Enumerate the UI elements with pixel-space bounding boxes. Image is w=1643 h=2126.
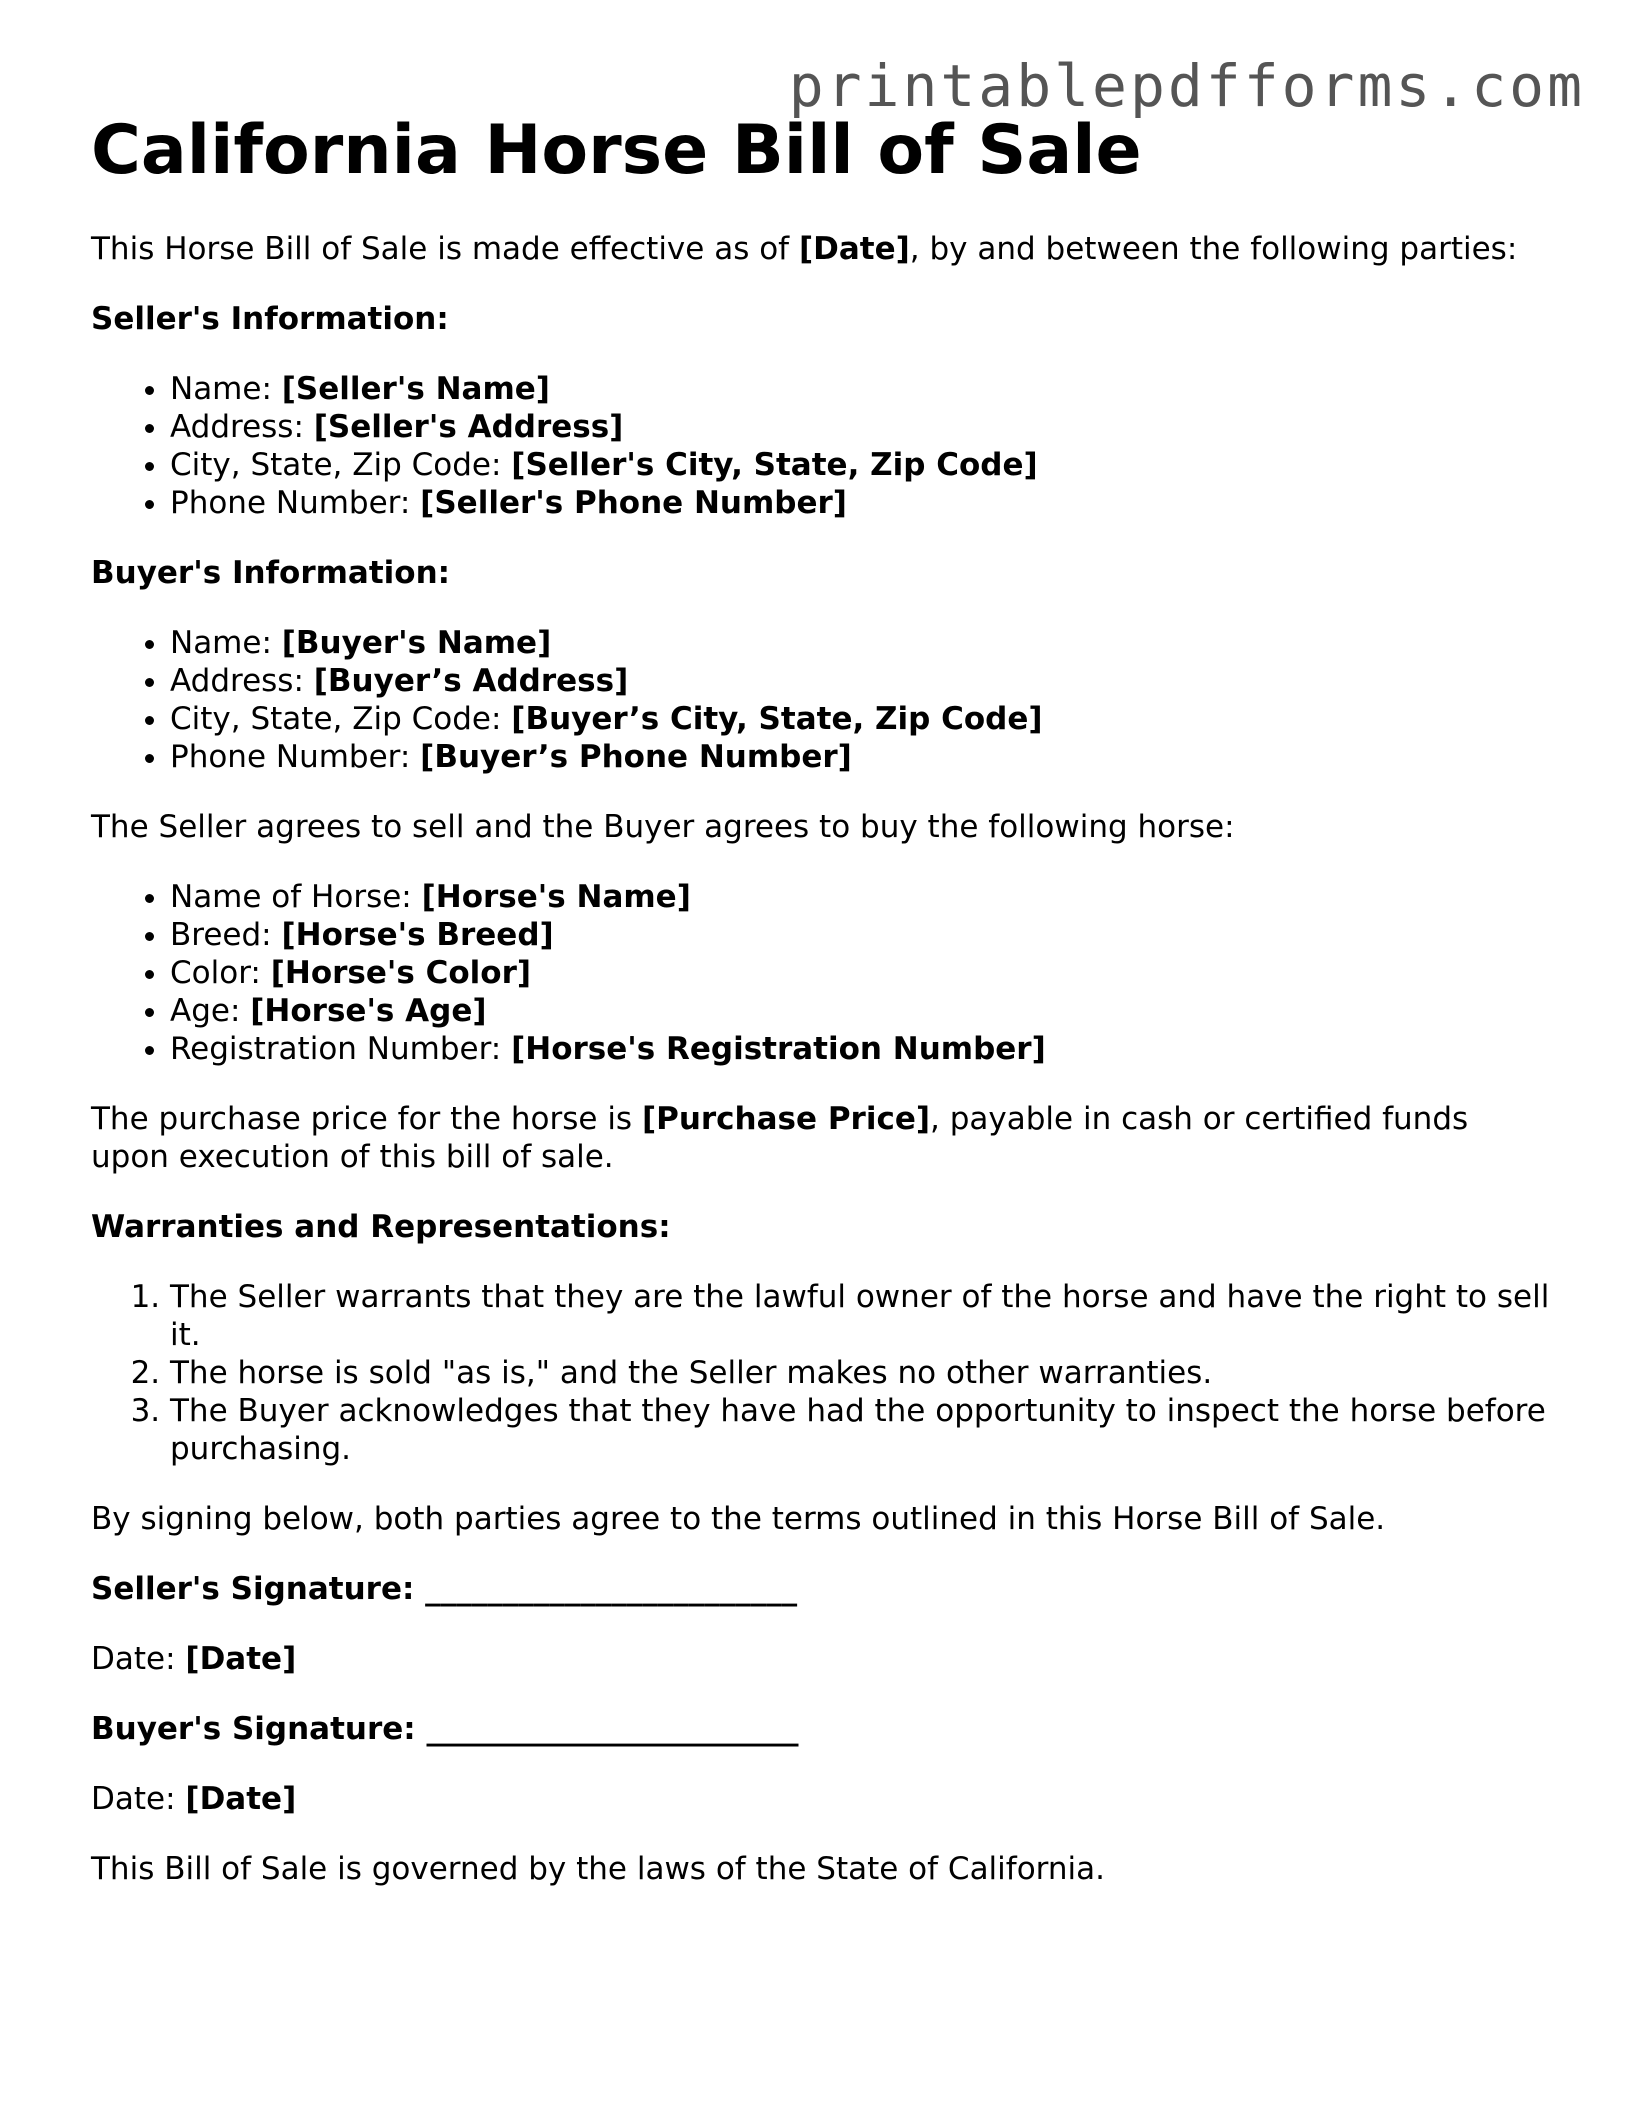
warranties-heading: Warranties and Representations: (91, 1208, 671, 1245)
field-label: Address: (170, 662, 314, 699)
list-item (170, 408, 1551, 446)
list-item (170, 484, 1551, 522)
list-item (170, 446, 1551, 484)
list-item (170, 662, 1551, 700)
field-value: [Horse's Breed] (281, 916, 554, 953)
list-item: 3. The Buyer acknowledges that they have had the opportunity to inspect the horse before purchasing. (170, 1392, 1551, 1468)
list-item (170, 624, 1551, 662)
list-item (170, 878, 1551, 916)
price-text: The purchase price for the horse is (91, 1100, 642, 1137)
intro-paragraph (91, 230, 1551, 268)
field-label: Age: (170, 992, 251, 1029)
date-value: [Date] (185, 1780, 297, 1817)
field-label: Registration Number: (170, 1030, 512, 1067)
warranties-list (91, 1278, 1551, 1468)
field-value: [Horse's Color] (270, 954, 532, 991)
list-item: 1. The Seller warrants that they are the lawful owner of the horse and have the right to sell it. (170, 1278, 1551, 1354)
list-item (170, 370, 1551, 408)
list-item (170, 700, 1551, 738)
field-label: Address: (170, 408, 314, 445)
buyer-info-list (91, 624, 1551, 776)
seller-signature-line: Seller's Signature: ________________________ (91, 1570, 798, 1607)
list-item (170, 738, 1551, 776)
watermark: printablepdfforms.com (788, 52, 1585, 120)
date-label: Date: (91, 1640, 186, 1677)
date-value: [Date] (185, 1640, 297, 1677)
purchase-price: [Purchase Price] (641, 1100, 931, 1137)
signing-paragraph: By signing below, both parties agree to the terms outlined in this Horse Bill of Sale. (91, 1500, 1386, 1537)
agreement-paragraph: The Seller agrees to sell and the Buyer agrees to buy the following horse: (91, 808, 1235, 845)
field-label: City, State, Zip Code: (170, 700, 512, 737)
field-label: Name of Horse: (170, 878, 422, 915)
seller-heading: Seller's Information: (91, 300, 449, 337)
field-value: [Horse's Age] (250, 992, 487, 1029)
buyer-heading: Buyer's Information: (91, 554, 451, 591)
list-item (170, 992, 1551, 1030)
field-label: Color: (170, 954, 271, 991)
field-value: [Buyer's Name] (281, 624, 552, 661)
horse-info-list (91, 878, 1551, 1068)
price-text-end: , payable in cash or certified funds upon execution of this bill of sale. (91, 1100, 1469, 1175)
document-body (91, 110, 1551, 1920)
field-value: [Horse's Registration Number] (511, 1030, 1046, 1067)
field-label: Phone Number: (170, 738, 421, 775)
seller-info-list (91, 370, 1551, 522)
price-paragraph (91, 1100, 1551, 1176)
list-item: 2. The horse is sold "as is," and the Seller makes no other warranties. (170, 1354, 1551, 1392)
field-label: City, State, Zip Code: (170, 446, 512, 483)
field-value: [Seller's Address] (313, 408, 624, 445)
field-value: [Buyer’s Address] (313, 662, 629, 699)
field-value: [Seller's City, State, Zip Code] (511, 446, 1038, 483)
field-label: Name: (170, 370, 282, 407)
field-label: Name: (170, 624, 282, 661)
list-item (170, 1030, 1551, 1068)
field-value: [Seller's Phone Number] (420, 484, 847, 521)
effective-date: [Date] (798, 230, 910, 267)
buyer-date (91, 1780, 1551, 1818)
governing-law-paragraph: This Bill of Sale is governed by the laws of the State of California. (91, 1850, 1105, 1887)
field-value: [Seller's Name] (281, 370, 550, 407)
buyer-signature-line: Buyer's Signature: ________________________ (91, 1710, 799, 1747)
list-item (170, 916, 1551, 954)
field-value: [Buyer’s City, State, Zip Code] (511, 700, 1043, 737)
field-label: Phone Number: (170, 484, 421, 521)
field-value: [Buyer’s Phone Number] (420, 738, 852, 775)
list-item (170, 954, 1551, 992)
field-value: [Horse's Name] (421, 878, 691, 915)
seller-date (91, 1640, 1551, 1678)
date-label: Date: (91, 1780, 186, 1817)
intro-text-end: , by and between the following parties: (909, 230, 1518, 267)
field-label: Breed: (170, 916, 282, 953)
document-title: California Horse Bill of Sale (91, 111, 1142, 190)
intro-text: This Horse Bill of Sale is made effective as of (91, 230, 799, 267)
